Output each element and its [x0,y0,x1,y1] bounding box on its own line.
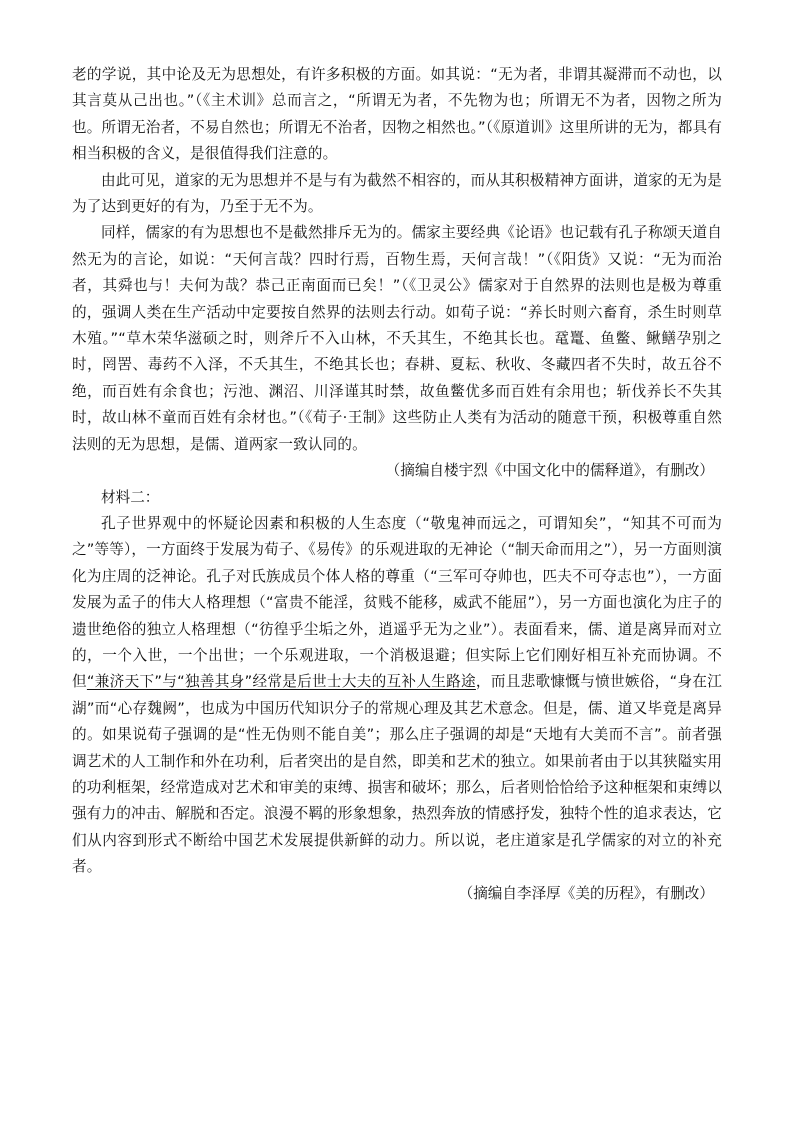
paragraph-confucian-wuwei: 同样，儒家的有为思想也不是截然排斥无为的。儒家主要经典《论语》也记载有孔子称颂天道自然无为的言论，如说：“天何言哉？四时行焉，百物生焉，天何言哉！”（《阳货》又说：“无为而治者，其舜也与！夫何为哉？恭己正南面而已矣！”（《卫灵公》儒家对于自然界的法则也是极为尊重的，强调人类在生产活动中定要按自然界的法则去行动。如荀子说：“养长时则六畜育，杀生时则草木殖。”“草木荣华滋硕之时，则斧斤不入山林，不夭其生，不绝其长也。鼋鼍、鱼鳖、鳅鳝孕别之时，罔罟、毒药不入泽，不夭其生，不绝其长也；春耕、夏耘、秋收、冬藏四者不失时，故五谷不绝，而百姓有余食也；污池、渊沼、川泽谨其时禁，故鱼鳖优多而百姓有余用也；斩伐养长不失其时，故山林不童而百姓有余材也。”（《荀子·王制》这些防止人类有为活动的随意干预，积极尊重自然法则的无为思想，是儒、道两家一致认同的。 [72,224,722,453]
paragraph-text-before-underline: 孔子世界观中的怀疑论因素和积极的人生态度（“敬鬼神而远之，可谓知矣”，“知其不可而为之”等等），一方面终于发展为荀子、《易传》的乐观进取的无神论（“制天命而用之”），另一方面则演化为庄周的泛神论。孔子对氏族成员个体人格的尊重（“三军可夺帅也，匹夫不可夺志也”），一方面发展为孟子的伟大人格理想（“富贵不能淫，贫贱不能移，威武不能屈”），另一方面也演化为庄子的遗世绝俗的独立人格理想（“彷徨乎尘垢之外，逍遥乎无为之业”）。表面看来，儒、道是离异而对立的，一个入世，一个出世；一个乐观进取，一个消极退避；但实际上它们刚好相互补充而协调。不但 [72,514,722,691]
paragraph-laozi-wuwei: 老的学说，其中论及无为思想处，有许多积极的方面。如其说：“无为者，非谓其凝滞而不动也，以其言莫从己出也。”（《主术训》总而言之，“所谓无为者，不先物为也；所谓无不为者，因物之所为也。所谓无治者，不易自然也；所谓无不治者，因物之相然也。”（《原道训》这里所讲的无为，都具有相当积极的含义，是很值得我们注意的。 [72,66,722,163]
source-citation-1: （摘编自楼宇烈《中国文化中的儒释道》，有删改） [385,462,714,480]
underlined-phrase: “兼济天下”与“独善其身”经常是后世士大夫的互补人生路途 [86,673,476,691]
source-citation-2: （摘编自李泽厚《美的历程》，有删改） [458,884,714,902]
paragraph-text-after-underline: ，而且悲歌慷慨与愤世嫉俗，“身在江湖”而“心存魏阙”，也成为中国历代知识分子的常规心理及其艺术意念。但是，儒、道又毕竟是离异的。如果说荀子强调的是“性无伪则不能自美”；那么庄子强调的却是“天地有大美而不言”。前者强调艺术的人工制作和外在功利，后者突出的是自然，即美和艺术的独立。如果前者由于以其狭隘实用的功利框架，经常造成对艺术和审美的束缚、损害和破坏；那么，后者则恰恰给予这种框架和束缚以强有力的冲击、解脱和否定。浪漫不羁的形象想象，热烈奔放的情感抒发，独特个性的追求表达，它们从内容到形式不断给中国艺术发展提供新鲜的动力。所以说，老庄道家是孔学儒家的对立的补充者。 [72,673,722,876]
paragraph-confucian-daoist-complement [72,511,722,881]
paragraph-conclusion-daoist: 由此可见，道家的无为思想并不是与有为截然不相容的，而从其积极精神方面讲，道家的无为是为了达到更好的有为，乃至于无不为。 [72,171,722,216]
material-two-heading: 材料二： [101,488,160,506]
document-page [72,62,722,907]
